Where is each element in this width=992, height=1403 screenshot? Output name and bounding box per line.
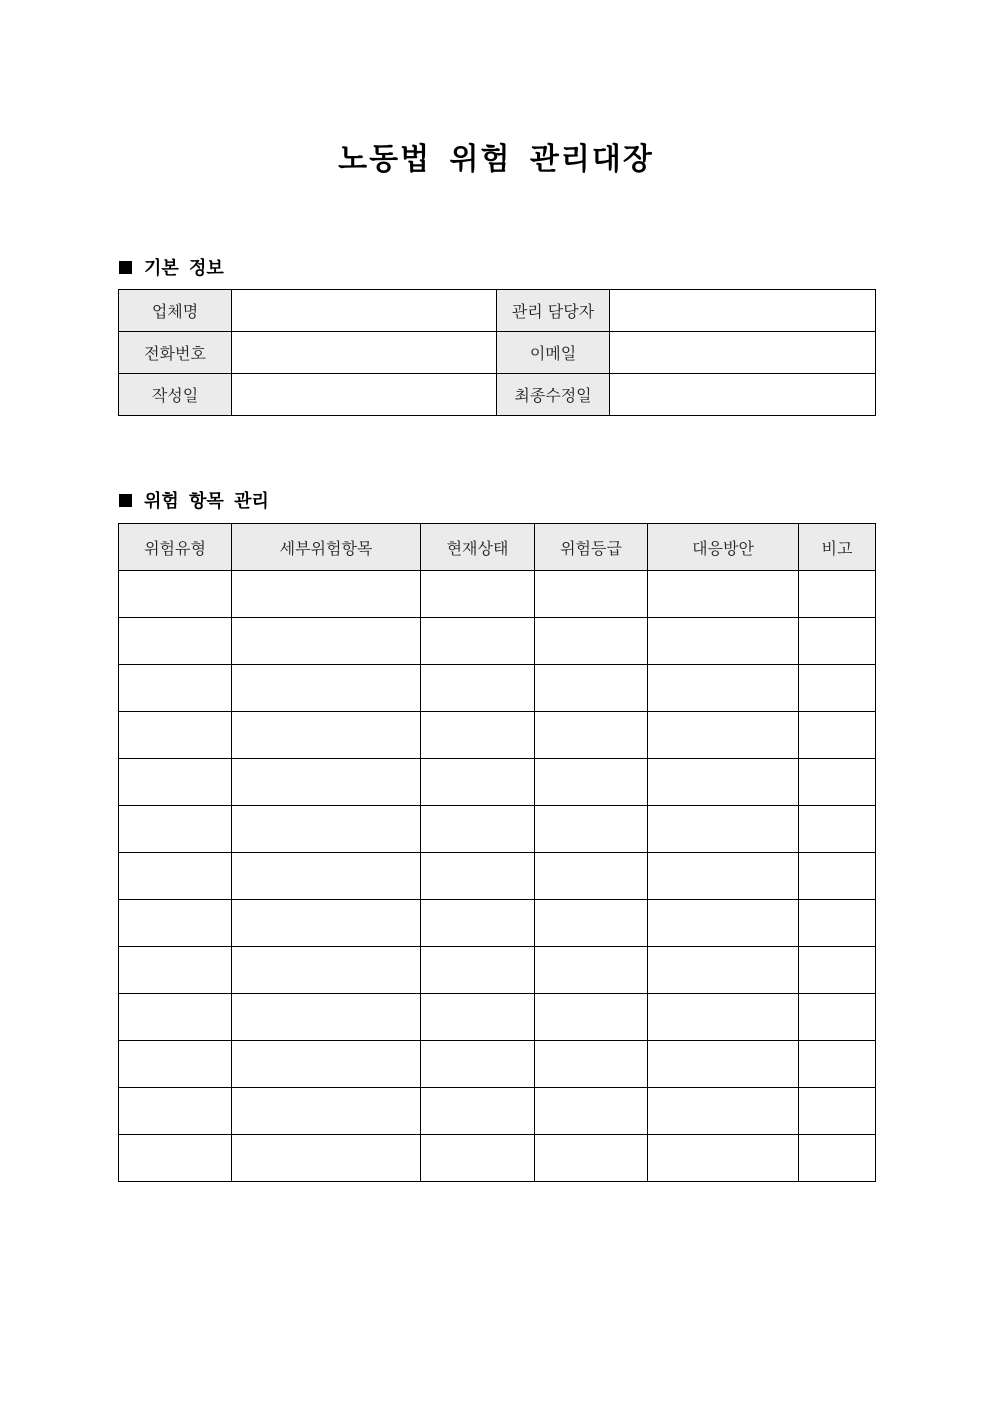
field-label-created-date: 작성일 — [119, 374, 232, 416]
risk-type-cell[interactable] — [119, 1088, 232, 1135]
current-status-cell[interactable] — [421, 947, 535, 994]
current-status-cell[interactable] — [421, 900, 535, 947]
table-row — [119, 806, 876, 853]
risk-detail-cell[interactable] — [232, 618, 421, 665]
risk-type-cell[interactable] — [119, 665, 232, 712]
current-status-cell[interactable] — [421, 618, 535, 665]
risk-items-table — [118, 523, 876, 1182]
last-modified-field[interactable] — [610, 374, 876, 416]
countermeasure-cell[interactable] — [648, 759, 799, 806]
countermeasure-cell[interactable] — [648, 1088, 799, 1135]
current-status-cell[interactable] — [421, 759, 535, 806]
risk-detail-cell[interactable] — [232, 853, 421, 900]
table-row — [119, 994, 876, 1041]
table-row — [119, 1088, 876, 1135]
remarks-cell[interactable] — [799, 712, 876, 759]
remarks-cell[interactable] — [799, 759, 876, 806]
current-status-cell[interactable] — [421, 1135, 535, 1182]
risk-type-cell[interactable] — [119, 712, 232, 759]
countermeasure-cell[interactable] — [648, 853, 799, 900]
column-header-risk-detail: 세부위험항목 — [232, 524, 421, 571]
risk-detail-cell[interactable] — [232, 900, 421, 947]
countermeasure-cell[interactable] — [648, 1041, 799, 1088]
risk-detail-cell[interactable] — [232, 1135, 421, 1182]
risk-grade-cell[interactable] — [535, 618, 648, 665]
remarks-cell[interactable] — [799, 947, 876, 994]
current-status-cell[interactable] — [421, 665, 535, 712]
risk-detail-cell[interactable] — [232, 947, 421, 994]
risk-grade-cell[interactable] — [535, 806, 648, 853]
table-row — [119, 759, 876, 806]
table-row — [119, 332, 876, 374]
current-status-cell[interactable] — [421, 712, 535, 759]
countermeasure-cell[interactable] — [648, 900, 799, 947]
remarks-cell[interactable] — [799, 571, 876, 618]
section-heading-basic-info — [119, 254, 224, 280]
table-row — [119, 665, 876, 712]
risk-type-cell[interactable] — [119, 1135, 232, 1182]
manager-field[interactable] — [610, 290, 876, 332]
risk-type-cell[interactable] — [119, 1041, 232, 1088]
remarks-cell[interactable] — [799, 1088, 876, 1135]
remarks-cell[interactable] — [799, 1041, 876, 1088]
risk-detail-cell[interactable] — [232, 571, 421, 618]
risk-grade-cell[interactable] — [535, 1041, 648, 1088]
section-heading-risk-items — [119, 487, 269, 513]
square-bullet-icon — [119, 261, 132, 274]
company-name-field[interactable] — [232, 290, 497, 332]
risk-type-cell[interactable] — [119, 853, 232, 900]
risk-grade-cell[interactable] — [535, 665, 648, 712]
risk-grade-cell[interactable] — [535, 571, 648, 618]
risk-type-cell[interactable] — [119, 571, 232, 618]
countermeasure-cell[interactable] — [648, 806, 799, 853]
table-row — [119, 374, 876, 416]
field-label-email: 이메일 — [497, 332, 610, 374]
current-status-cell[interactable] — [421, 806, 535, 853]
risk-detail-cell[interactable] — [232, 665, 421, 712]
column-header-current-status: 현재상태 — [421, 524, 535, 571]
basic-info-table — [118, 289, 876, 416]
current-status-cell[interactable] — [421, 994, 535, 1041]
page-title: 노동법 위험 관리대장 — [338, 142, 654, 177]
countermeasure-cell[interactable] — [648, 712, 799, 759]
remarks-cell[interactable] — [799, 1135, 876, 1182]
risk-grade-cell[interactable] — [535, 994, 648, 1041]
email-field[interactable] — [610, 332, 876, 374]
risk-detail-cell[interactable] — [232, 994, 421, 1041]
field-label-company-name: 업체명 — [119, 290, 232, 332]
risk-grade-cell[interactable] — [535, 900, 648, 947]
countermeasure-cell[interactable] — [648, 665, 799, 712]
risk-type-cell[interactable] — [119, 900, 232, 947]
column-header-remarks: 비고 — [799, 524, 876, 571]
risk-grade-cell[interactable] — [535, 1088, 648, 1135]
table-row — [119, 947, 876, 994]
field-label-phone: 전화번호 — [119, 332, 232, 374]
current-status-cell[interactable] — [421, 571, 535, 618]
table-row — [119, 290, 876, 332]
table-row — [119, 712, 876, 759]
remarks-cell[interactable] — [799, 853, 876, 900]
risk-grade-cell[interactable] — [535, 712, 648, 759]
table-row — [119, 853, 876, 900]
table-row — [119, 618, 876, 665]
risk-type-cell[interactable] — [119, 947, 232, 994]
risk-detail-cell[interactable] — [232, 759, 421, 806]
countermeasure-cell[interactable] — [648, 1135, 799, 1182]
table-row — [119, 571, 876, 618]
risk-grade-cell[interactable] — [535, 947, 648, 994]
current-status-cell[interactable] — [421, 853, 535, 900]
table-row — [119, 1135, 876, 1182]
countermeasure-cell[interactable] — [648, 571, 799, 618]
section-heading-label: 위험 항목 관리 — [144, 491, 269, 512]
risk-grade-cell[interactable] — [535, 759, 648, 806]
table-row — [119, 900, 876, 947]
remarks-cell[interactable] — [799, 618, 876, 665]
field-label-manager: 관리 담당자 — [497, 290, 610, 332]
risk-type-cell[interactable] — [119, 759, 232, 806]
phone-field[interactable] — [232, 332, 497, 374]
remarks-cell[interactable] — [799, 806, 876, 853]
table-row — [119, 1041, 876, 1088]
column-header-countermeasure: 대응방안 — [648, 524, 799, 571]
risk-detail-cell[interactable] — [232, 1041, 421, 1088]
current-status-cell[interactable] — [421, 1088, 535, 1135]
table-header-row — [119, 524, 876, 571]
remarks-cell[interactable] — [799, 900, 876, 947]
risk-type-cell[interactable] — [119, 806, 232, 853]
current-status-cell[interactable] — [421, 1041, 535, 1088]
risk-type-cell[interactable] — [119, 994, 232, 1041]
created-date-field[interactable] — [232, 374, 497, 416]
risk-type-cell[interactable] — [119, 618, 232, 665]
square-bullet-icon — [119, 494, 132, 507]
risk-detail-cell[interactable] — [232, 806, 421, 853]
risk-detail-cell[interactable] — [232, 712, 421, 759]
section-heading-label: 기본 정보 — [144, 258, 224, 279]
column-header-risk-grade: 위험등급 — [535, 524, 648, 571]
field-label-last-modified: 최종수정일 — [497, 374, 610, 416]
countermeasure-cell[interactable] — [648, 947, 799, 994]
countermeasure-cell[interactable] — [648, 994, 799, 1041]
risk-detail-cell[interactable] — [232, 1088, 421, 1135]
column-header-risk-type: 위험유형 — [119, 524, 232, 571]
remarks-cell[interactable] — [799, 994, 876, 1041]
remarks-cell[interactable] — [799, 665, 876, 712]
risk-grade-cell[interactable] — [535, 1135, 648, 1182]
countermeasure-cell[interactable] — [648, 618, 799, 665]
risk-grade-cell[interactable] — [535, 853, 648, 900]
